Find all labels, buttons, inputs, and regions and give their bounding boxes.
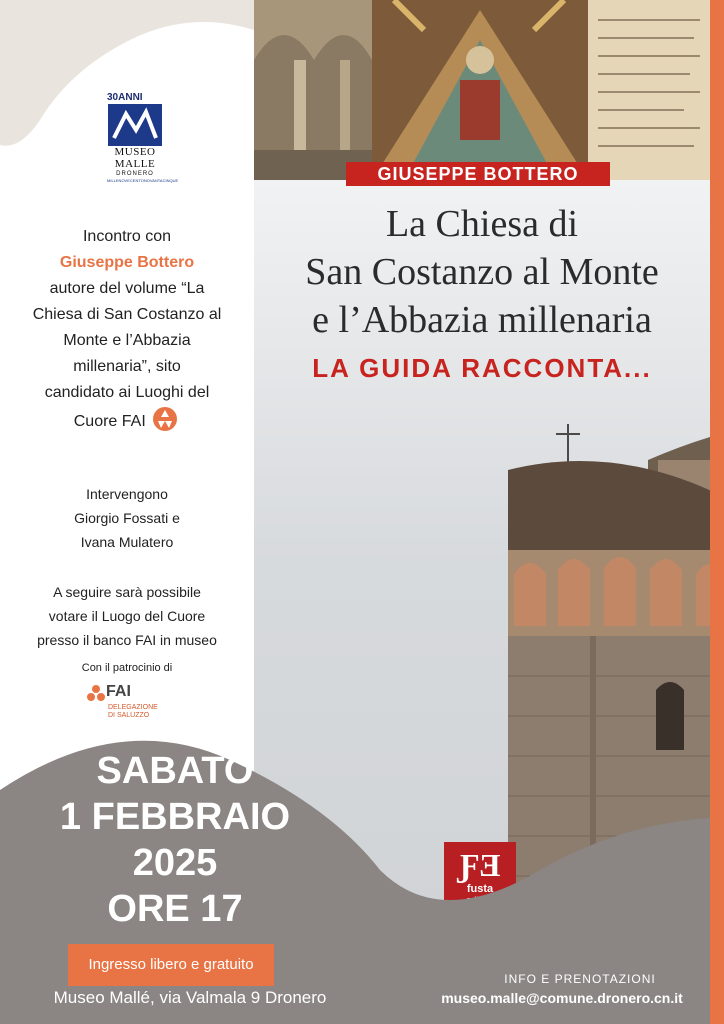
- event-description: [0, 224, 254, 435]
- event-venue: Museo Mallé, via Valmala 9 Dronero: [53, 988, 327, 1007]
- book-title: [254, 200, 710, 344]
- intro-line: candidato ai Luoghi del: [44, 384, 210, 401]
- logo-line-3: DRONERO: [116, 171, 154, 177]
- patronage-label: Con il patrocinio di: [81, 662, 173, 674]
- logo-line-1: MUSEO: [114, 146, 156, 158]
- logo-line-4: MILLENOVECENTONOVANTACINQUE: [107, 178, 179, 183]
- book-title-line-1: La Chiesa di: [385, 203, 579, 245]
- fai-logo-text: FAI: [106, 683, 131, 700]
- logo-mark-icon: [108, 104, 162, 146]
- event-date: 1 FEBBRAIO: [59, 796, 291, 838]
- fai-flower-icon: [86, 684, 106, 704]
- intro-line: autore del volume “La: [49, 280, 205, 297]
- logo-line-2: MALLE: [114, 158, 156, 170]
- info-label: INFO E PRENOTAZIONI: [504, 972, 656, 986]
- intro-line-last: [0, 406, 254, 435]
- book-title-line-3: e l’Abbazia millenaria: [312, 299, 652, 341]
- contact-email[interactable]: museo.malle@comune.dronero.cn.it: [441, 990, 683, 1006]
- book-subtitle: LA GUIDA RACCONTA...: [312, 353, 652, 383]
- fai-delegation-line-1: DELEGAZIONE: [108, 704, 158, 711]
- publisher-mark-icon: ƑƎ: [459, 847, 501, 883]
- free-entry-badge: Ingresso libero e gratuito: [68, 944, 274, 986]
- speaker-name: Giuseppe Bottero: [59, 254, 195, 271]
- cover-photo-collage: [254, 0, 710, 180]
- event-day: SABATO: [96, 750, 254, 792]
- vote-line: A seguire sarà possibile: [53, 584, 201, 600]
- vote-block: [0, 580, 254, 652]
- speakers-line: Ivana Mulatero: [80, 534, 174, 550]
- intro-line: Monte e l’Abbazia: [63, 332, 191, 349]
- vote-line: votare il Luogo del Cuore: [48, 608, 206, 624]
- intro-line-text: Cuore FAI: [73, 413, 146, 430]
- museum-logo: [107, 92, 179, 183]
- event-date-block: [30, 748, 320, 932]
- event-year: 2025: [132, 842, 218, 884]
- speakers-line: Intervengono: [86, 486, 168, 502]
- fai-delegation-line-2: DI SALUZZO: [108, 712, 150, 719]
- fai-delegation-logo: [86, 684, 176, 724]
- book-author-banner: GIUSEPPE BOTTERO: [346, 162, 610, 186]
- logo-anniversary: 30ANNI: [107, 92, 143, 103]
- intro-line: millenaria”, sito: [73, 358, 181, 375]
- speakers-line: Giorgio Fossati e: [74, 510, 180, 526]
- intro-line: Incontro con: [82, 228, 172, 245]
- publisher-name: fusta: [466, 883, 494, 895]
- event-time: ORE 17: [107, 888, 243, 930]
- book-title-line-2: San Costanzo al Monte: [305, 251, 659, 293]
- fai-logo-icon: [150, 406, 180, 432]
- fai-delegation-text: [108, 704, 158, 720]
- intro-line: Chiesa di San Costanzo al: [32, 306, 222, 323]
- speakers-block: [0, 482, 254, 554]
- vote-line: presso il banco FAI in museo: [37, 632, 217, 648]
